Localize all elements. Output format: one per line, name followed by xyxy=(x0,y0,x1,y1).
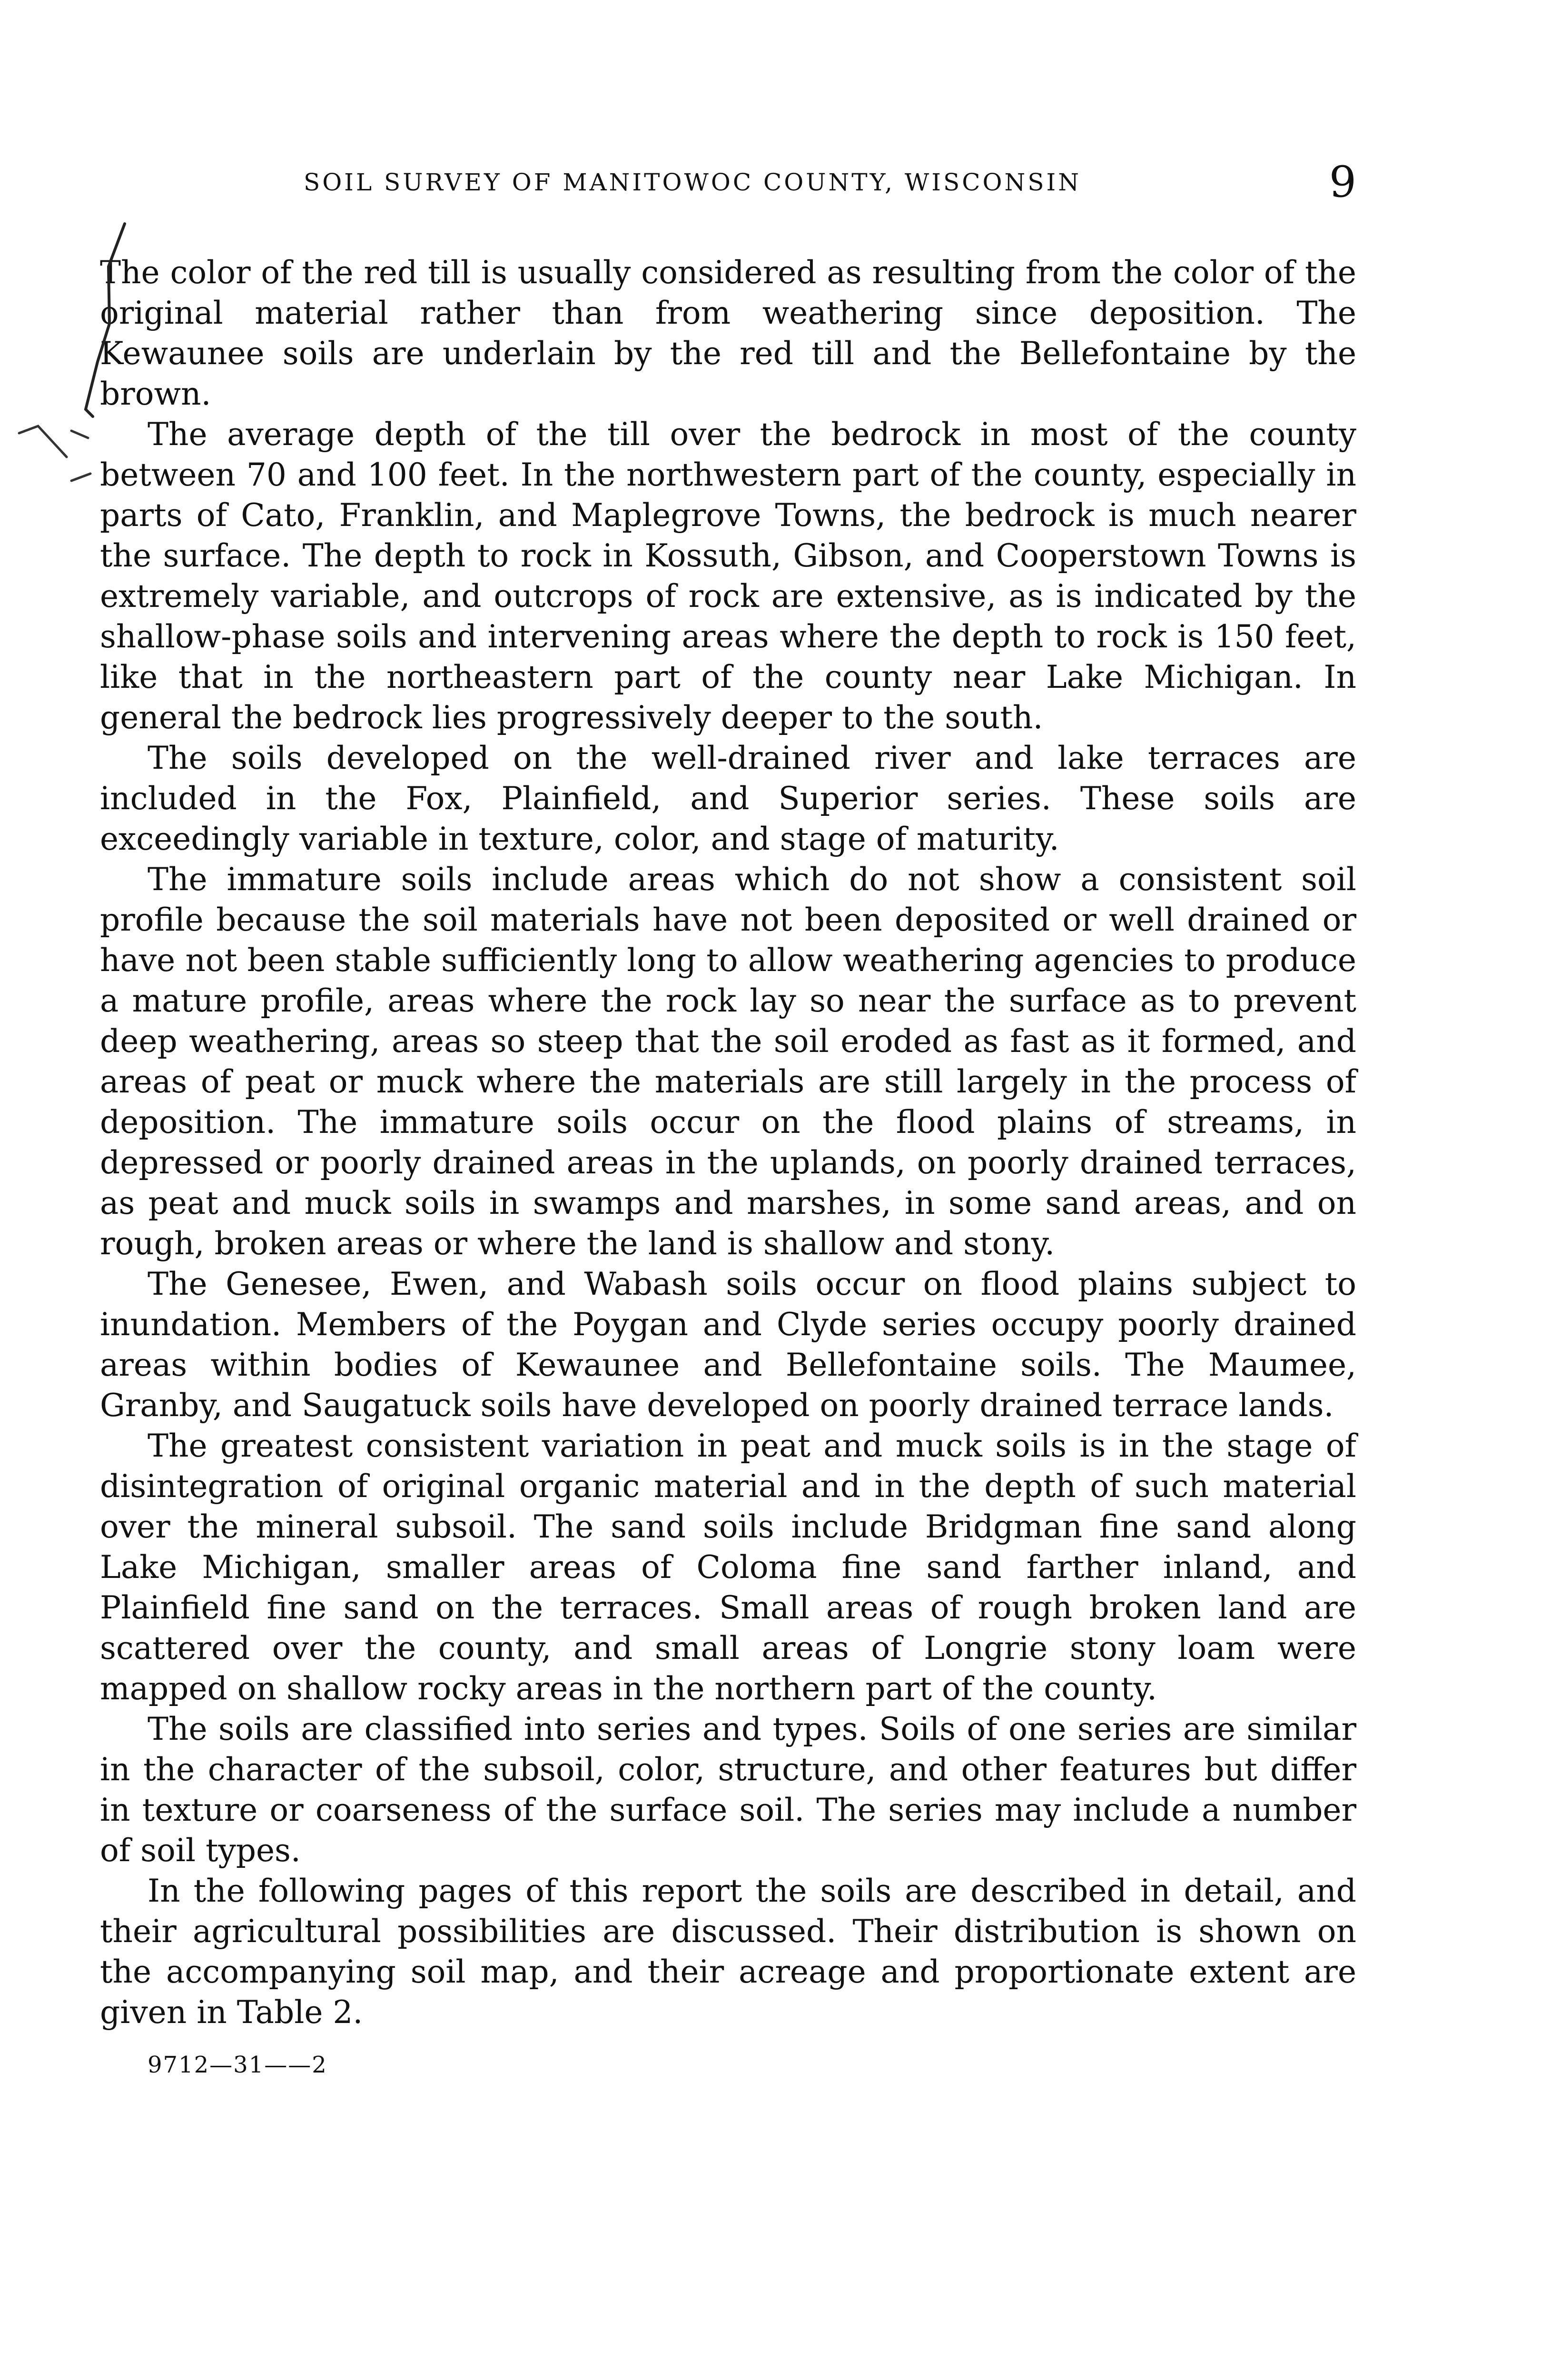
paragraph-peat-muck-sand: The greatest consistent variation in peat and muck soils is in the stage of disintegration of original organic material and in the depth of such material over the mineral subsoil. The sand soils include Bridgman fine sand along Lake Michigan, smaller areas of Coloma fine sand farther inland, and Plainfield fine sand on the terraces. Small areas of rough broken land are scattered over the county, and small areas of Longrie stony loam were mapped on shallow rocky areas in the northern part of the county. xyxy=(100,1428,1356,1707)
margin-arrow-mark xyxy=(19,426,90,481)
paragraph-terrace-soils: The soils developed on the well-drained river and lake terraces are included in the Fox, Plainfield, and Superior series. These soils are exceedingly variable in texture, color, and stage of maturity. xyxy=(100,740,1356,857)
paragraph-immature-soils: The immature soils include areas which do not show a consistent soil profile because the soil materials have not been deposited or well drained or have not been stable sufficiently long to allow weathering agencies to produce a mature profile, areas where the rock lay so near the surface as to prevent deep weathering, areas so steep that the soil eroded as fast as it formed, and areas of peat or muck where the materials are still largely in the process of deposition. The immature soils occur on the flood plains of streams, in depressed or poorly drained areas in the uplands, on poorly drained terraces, as peat and muck soils in swamps and marshes, in some sand areas, and on rough, broken areas or where the land is shallow and stony. xyxy=(100,861,1356,1262)
page-header xyxy=(100,157,1356,209)
paragraph-soil-classification: The soils are classified into series and types. Soils of one series are similar in the character of the subsoil, color, structure, and other features but differ in texture or coarseness of the surface soil. The series may include a number of soil types. xyxy=(100,1711,1356,1869)
page-number: 9 xyxy=(1329,157,1356,207)
document-page xyxy=(100,157,1356,2078)
printer-signature: 9712—31——2 xyxy=(148,2052,327,2078)
paragraph-following-pages: In the following pages of this report the soils are described in detail, and their agricultural possibilities are discussed. Their distribution is shown on the accompanying soil map, and their acreage and proportionate extent are given in Table 2. xyxy=(100,1873,1356,2031)
body-text xyxy=(100,252,1356,2033)
paragraph-flood-plain-soils: The Genesee, Ewen, and Wabash soils occur on flood plains subject to inundation. Members of the Poygan and Clyde series occupy poorly drained areas within bodies of Kewaunee and Bellefontaine soils. The Maumee, Granby, and Saugatuck soils have developed on poorly drained terrace lands. xyxy=(100,1266,1356,1424)
paragraph-red-till: The color of the red till is usually considered as resulting from the color of the original material rather than from weathering since deposition. The Kewaunee soils are underlain by the red till and the Bellefontaine by the brown. xyxy=(100,254,1356,412)
paragraph-till-depth: The average depth of the till over the bedrock in most of the county between 70 and 100 feet. In the northwestern part of the county, especially in parts of Cato, Franklin, and Maplegrove Towns, the bedrock is much nearer the surface. The depth to rock in Kossuth, Gibson, and Cooperstown Towns is extremely variable, and outcrops of rock are extensive, as is indicated by the shallow-phase soils and intervening areas where the depth to rock is 150 feet, like that in the northeastern part of the county near Lake Michigan. In general the bedrock lies progressively deeper to the south. xyxy=(100,416,1356,736)
running-title: SOIL SURVEY OF MANITOWOC COUNTY, WISCONSIN xyxy=(303,169,1082,196)
